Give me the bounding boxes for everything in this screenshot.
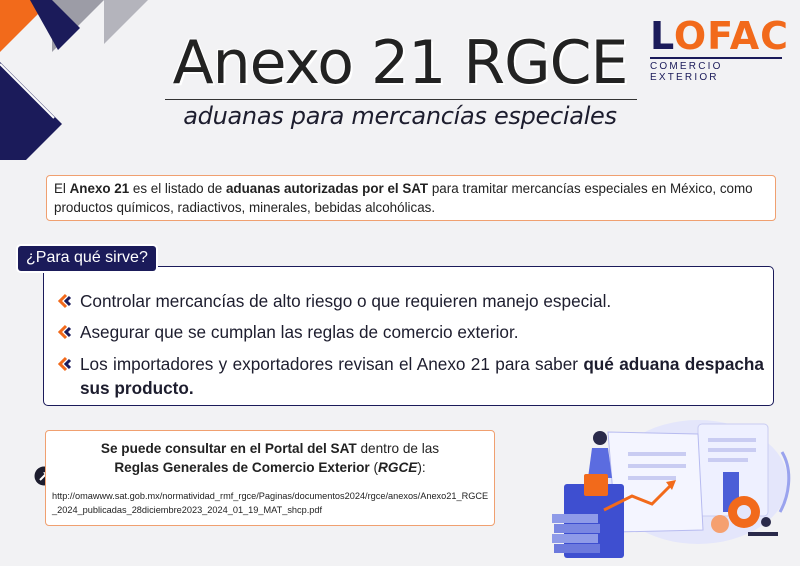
portal-url-link[interactable]: http://omawww.sat.gob.mx/normatividad_rmf_rgce/Paginas/documentos2024/rgce/anexos/Anexo21_RGCE_2024_publicadas_28diciembre2023_2024_01_19_MAT_shcp.pdf [52,491,489,515]
intro-bold-1: Anexo 21 [69,181,130,196]
intro-bold-2: aduanas autorizadas por el SAT [225,181,429,196]
section-label: ¿Para qué sirve? [18,246,156,271]
chevron-bullet-icon [58,356,74,372]
chevron-bullet-icon [58,324,74,340]
use-bold-text: qué aduana despacha sus producto. [80,354,764,398]
intro-text-1: El [54,181,70,196]
logo-wordmark: LOFAC [650,14,790,58]
uses-card: Controlar mercancías de alto riesgo o que requieren manejo especial. Asegurar que se cumplan las reglas de comercio exterior. Los importadores y exportadores revisan el Anexo 21 para saber qué aduana despacha sus producto. [43,266,774,406]
intro-box [46,175,776,221]
intro-text-3: para tramitar mercancías especiales en México, como productos químicos, radiactivos, minerales, bebidas alcohólicas. [54,181,753,215]
page-title: Anexo 21 RGCE [172,28,628,98]
intro-text-2: es el listado de [129,181,226,196]
document-illustration [548,412,794,562]
page-subtitle: aduanas para mercancías especiales [183,102,617,130]
portal-box [45,430,495,526]
title-underline [165,99,637,100]
logo-tagline: COMERCIO EXTERIOR [650,57,782,83]
portal-heading: Se puede consultar en el Portal del SAT dentro de las Reglas Generales de Comercio Exterior (RGCE): [100,441,440,475]
chevron-bullet-icon [58,293,74,309]
